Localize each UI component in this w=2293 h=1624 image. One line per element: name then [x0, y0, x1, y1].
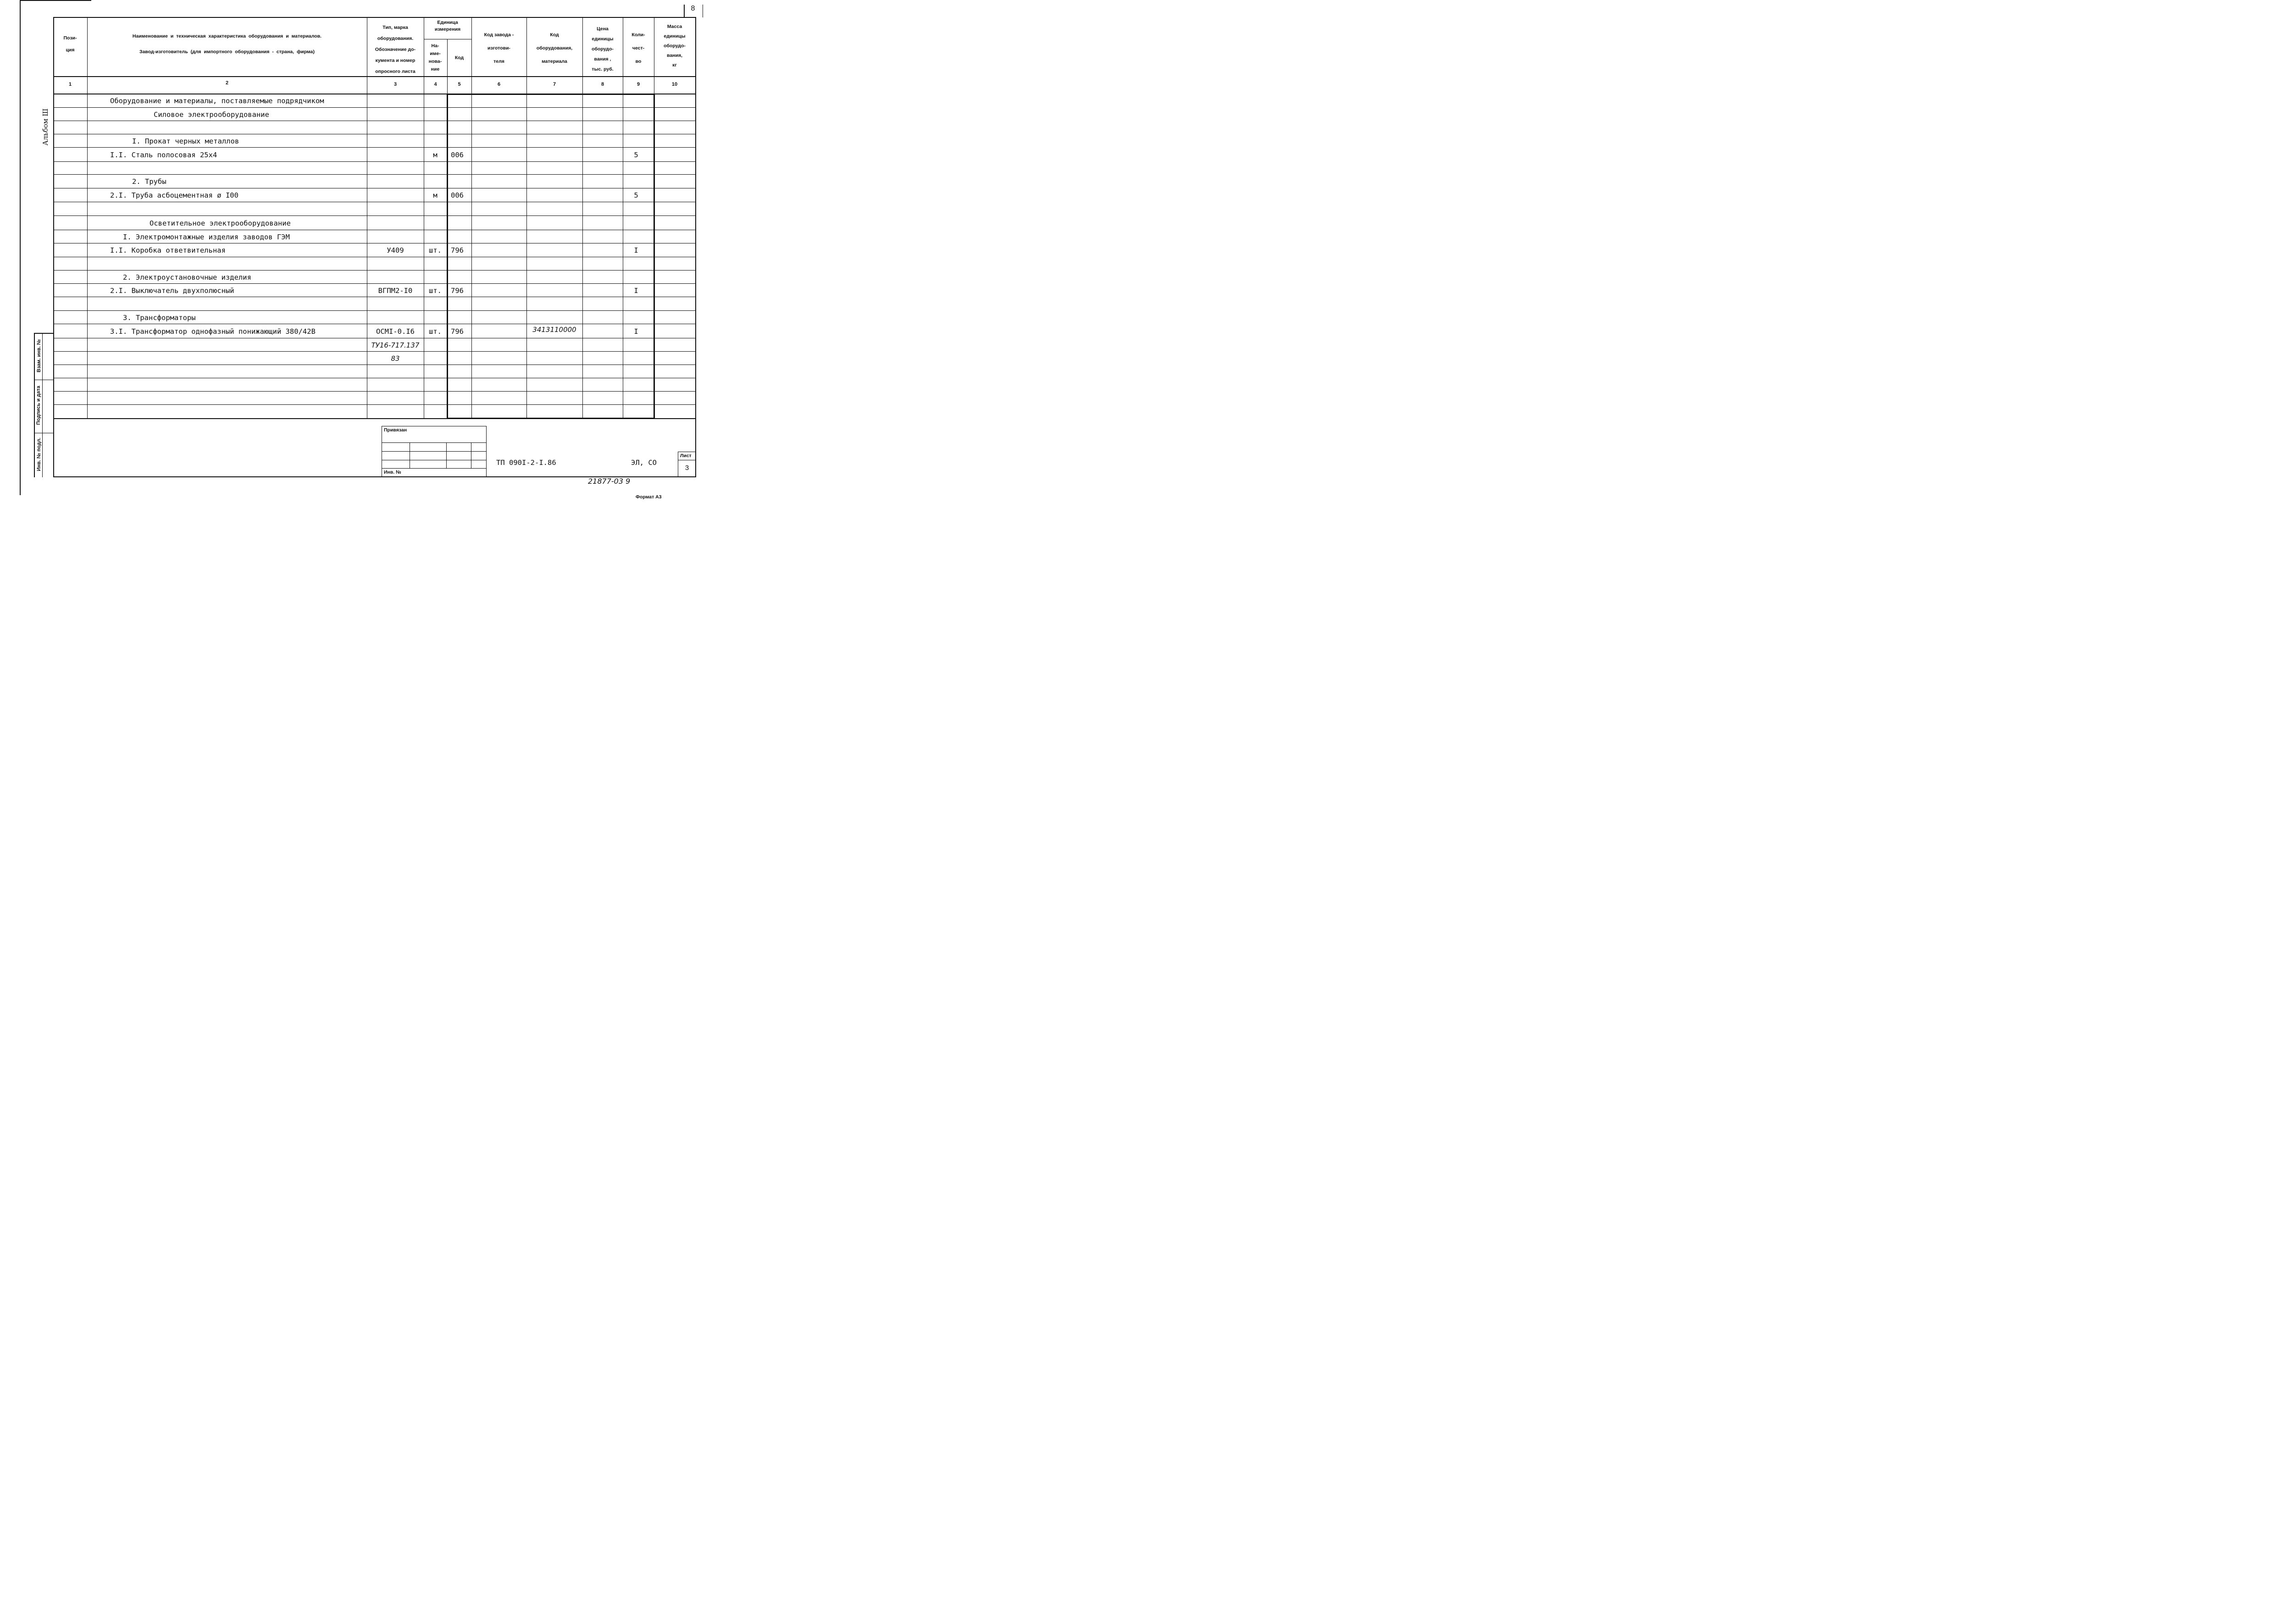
row-name: 2.I. Труба асбоцементная ø I00 — [110, 191, 238, 199]
header-price: Цена единицы оборудо- вания , тыс. руб. — [592, 26, 614, 72]
side-stamp-top — [34, 333, 54, 334]
side-stamp-inv-podl: Инв. № подл. — [36, 437, 42, 471]
top-border-line — [20, 0, 91, 1]
stamp-list-number: 3 — [685, 464, 689, 472]
column-number: 4 — [434, 82, 437, 87]
row-unit: м — [433, 151, 438, 159]
archive-number: 21877-03 9 — [588, 477, 631, 486]
row-unit: шт. — [429, 246, 442, 254]
side-stamp-podpis: Подпись и дата — [36, 386, 41, 425]
row-unit-code: 796 — [451, 287, 464, 295]
col-line — [471, 17, 472, 418]
table-top-line — [53, 17, 695, 18]
column-number: 1 — [68, 82, 72, 87]
left-border-line — [20, 0, 21, 495]
row-line — [53, 107, 695, 108]
header-name: Наименование и техническая характеристика оборудования и материалов. Завод-изготовитель (для импортного оборудования - страна, фирма) — [132, 33, 322, 55]
row-line — [53, 404, 695, 405]
col-line — [582, 17, 583, 418]
stamp-list-label: Лист — [680, 453, 692, 458]
row-line — [53, 174, 695, 175]
row-unit-code: 796 — [451, 327, 464, 336]
side-stamp-left — [34, 333, 35, 477]
row-equipment-code: 3413110000 — [532, 326, 576, 334]
header-factory-code: Код завода - изготови- теля — [484, 32, 514, 64]
side-stamp-vzam: Взам. инв. № — [36, 339, 42, 373]
stamp-document-code: ТП 090I-2-I.86 — [496, 458, 556, 467]
row-type: ВГПМ2-I0 — [378, 287, 413, 295]
row-quantity: I — [634, 327, 638, 336]
row-name: 2. Электроустановочные изделия — [123, 273, 251, 282]
row-unit-code: 796 — [451, 246, 464, 254]
row-unit-code: 006 — [451, 151, 464, 159]
column-number: 8 — [601, 82, 604, 87]
heavy-box-bottom — [447, 418, 655, 419]
header-unit-code: Код — [454, 55, 464, 61]
row-name: Оборудование и материалы, поставляемые подрядчиком — [110, 97, 324, 105]
header-quantity: Коли- чест- во — [631, 32, 645, 64]
row-line — [53, 391, 695, 392]
column-number: 3 — [393, 82, 397, 87]
row-type: ТУ16-717.137 — [371, 341, 420, 349]
row-line — [53, 147, 695, 148]
row-line — [53, 310, 695, 311]
row-name: Силовое электрооборудование — [154, 110, 269, 119]
header-position: Пози- ция — [63, 35, 77, 53]
stamp-row4 — [382, 468, 487, 469]
row-line — [53, 161, 695, 162]
row-quantity: 5 — [634, 191, 638, 199]
stamp-section: ЭЛ, СО — [631, 458, 657, 467]
row-quantity: I — [634, 287, 638, 295]
column-number: 7 — [553, 82, 556, 87]
row-name: I.I. Сталь полосовая 25х4 — [110, 151, 217, 159]
row-quantity: I — [634, 246, 638, 254]
row-line — [53, 351, 695, 352]
corner-tick — [684, 5, 685, 17]
row-name: I.I. Коробка ответвительная — [110, 246, 226, 254]
row-line — [53, 215, 695, 216]
row-name: 2.I. Выключатель двухполюсный — [110, 287, 234, 295]
header-type: Тип, марка оборудования. Обозначение до- кумента и номер опросного листа — [375, 25, 416, 74]
row-type: ОСМI-0.I6 — [376, 327, 415, 336]
stamp-inv-label: Инв. № — [384, 470, 401, 475]
column-number: 6 — [497, 82, 501, 87]
column-number: 2 — [225, 80, 229, 86]
row-name: 3. Трансформаторы — [123, 314, 196, 322]
stamp-privyazan-label: Привязан — [384, 427, 407, 433]
heavy-box-right — [654, 94, 655, 418]
sheet-corner-number: 8 — [691, 5, 695, 12]
row-name: Осветительное электрооборудование — [150, 219, 291, 227]
header-unit-name: На- име- нова- ние — [428, 43, 442, 72]
paper-format: Формат А3 — [636, 494, 662, 500]
row-name: I. Электромонтажные изделия заводов ГЭМ — [123, 233, 290, 241]
row-unit-code: 006 — [451, 191, 464, 199]
column-number: 10 — [671, 82, 678, 87]
header-unit-title: Единица измерения — [434, 20, 461, 32]
row-name: 3.I. Трансформатор однофазный понижающий 380/42В — [110, 327, 316, 336]
header-equipment-code: Код оборудования, материала — [536, 32, 573, 64]
row-name: 2. Трубы — [132, 177, 166, 186]
stamp-vcol2 — [446, 442, 447, 468]
col-line — [87, 17, 88, 418]
row-type: У409 — [387, 246, 404, 254]
side-stamp-mid — [42, 333, 43, 477]
album-label: Альбом Ш — [41, 108, 50, 146]
header-mass: Масса единицы оборудо- вания, кг — [664, 24, 686, 68]
column-number: 9 — [637, 82, 640, 87]
row-line — [53, 283, 695, 284]
row-name: I. Прокат черных металлов — [132, 137, 239, 145]
column-number: 5 — [458, 82, 461, 87]
table-right-line — [695, 17, 696, 477]
row-unit: шт. — [429, 327, 442, 336]
heavy-box-left — [447, 94, 448, 418]
row-type: 83 — [391, 354, 400, 363]
row-unit: м — [433, 191, 438, 199]
row-line — [53, 270, 695, 271]
col-line — [526, 17, 527, 418]
row-unit: шт. — [429, 287, 442, 295]
row-quantity: 5 — [634, 151, 638, 159]
